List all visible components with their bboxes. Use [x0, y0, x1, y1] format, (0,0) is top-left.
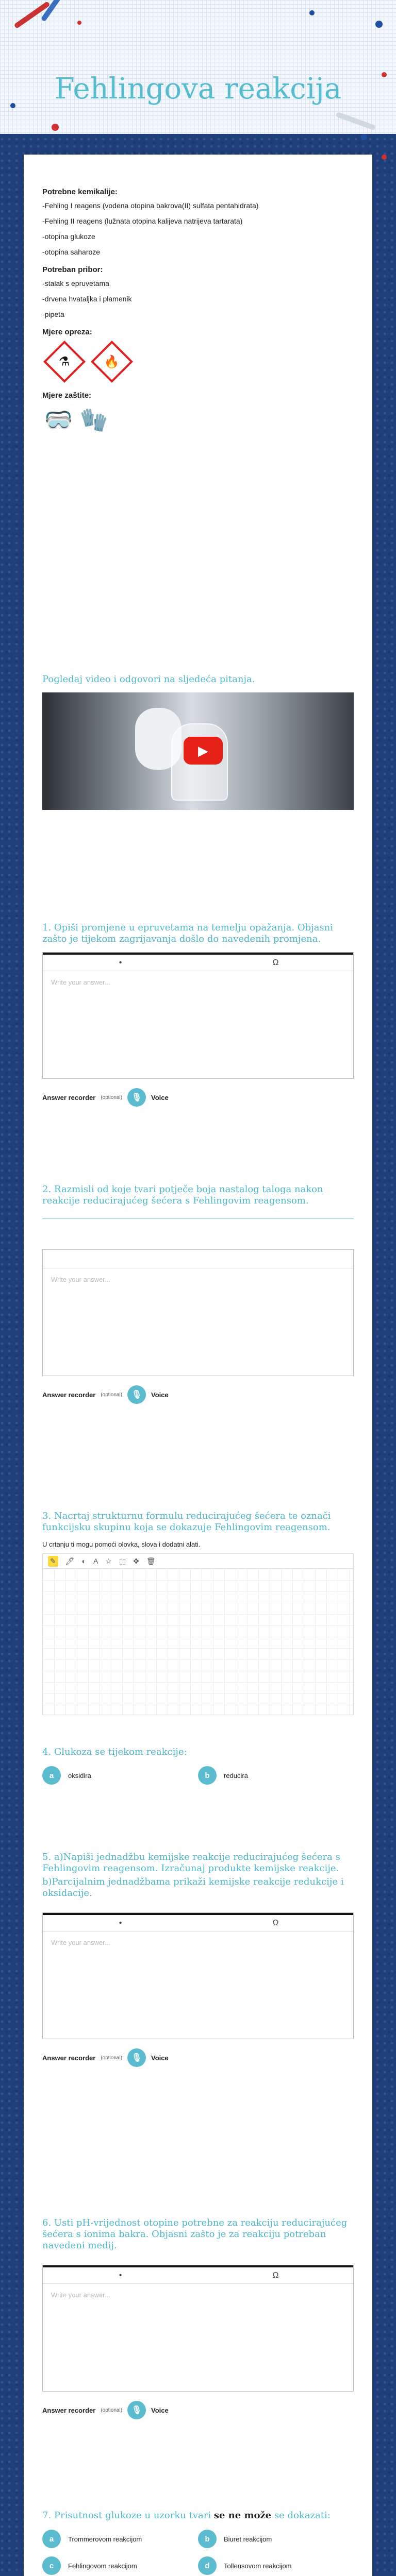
star-icon[interactable]: ☆	[105, 1556, 112, 1565]
materials-item: -Fehling II reagens (lužnata otopina kalijeva natrijeva tartarata)	[42, 217, 243, 225]
question-text-prefix: 7. Prisutnost glukoze u uzorku tvari	[42, 2510, 211, 2521]
question-emphasis: se ne može	[213, 2510, 272, 2521]
materials-item: -otopina saharoze	[42, 248, 101, 256]
question-6	[42, 2217, 354, 2419]
equipment-item: -pipeta	[42, 310, 64, 318]
equipment-item: -drvena hvataljka i plamenik	[42, 295, 132, 303]
microphone-icon[interactable]: 🎙	[127, 2401, 146, 2419]
editor-toolbar	[43, 1913, 353, 1931]
option-letter: c	[42, 2556, 61, 2575]
gloves-icon: 🧤	[79, 408, 108, 433]
answer-editor[interactable]	[42, 952, 354, 1079]
video-player[interactable]	[42, 692, 354, 810]
answer-recorder	[42, 2048, 354, 2067]
editor-toolbar	[43, 1250, 353, 1268]
microphone-icon[interactable]: 🎙	[127, 1088, 146, 1107]
recorder-label: Answer recorder	[42, 2406, 96, 2414]
option-letter: a	[42, 2530, 61, 2548]
voice-label: Voice	[151, 1391, 169, 1399]
materials-item: -otopina glukoze	[42, 232, 95, 241]
text-icon[interactable]: A	[93, 1557, 98, 1565]
recorder-label: Answer recorder	[42, 1093, 96, 1101]
option-label: oksidira	[68, 1771, 91, 1780]
question-3	[42, 1511, 354, 1715]
materials-info	[42, 188, 352, 442]
video-heading: Pogledaj video i odgovori na sljedeća pitanja.	[42, 674, 255, 685]
option-label: reducira	[224, 1771, 248, 1780]
voice-label: Voice	[151, 2406, 169, 2414]
question-text-suffix: se dokazati:	[274, 2510, 331, 2521]
question-7	[42, 2510, 354, 2576]
recorder-optional: (optional)	[101, 1392, 123, 1398]
option-letter: d	[198, 2556, 217, 2575]
question-text: 1. Opiši promjene u epruvetama na temelju opažanja. Objasni zašto je tijekom zagrijavanja došlo do navedenih promjena.	[42, 922, 334, 944]
hazard-heading: Mjere opreza:	[42, 328, 92, 336]
equipment-heading: Potreban pribor:	[42, 265, 103, 274]
special-char-button[interactable]: Ω	[272, 1918, 279, 1927]
voice-label: Voice	[151, 2054, 169, 2062]
bullet-list-button[interactable]: •	[119, 2270, 122, 2280]
bullet-list-button[interactable]: •	[119, 1918, 122, 1927]
option-label: Tollensovom reakcijom	[224, 2562, 292, 2570]
dot-decoration	[52, 124, 59, 131]
bullet-list-button[interactable]: •	[119, 958, 122, 967]
option-label: Biuret reakcijom	[224, 2535, 272, 2543]
hazard-icons	[44, 342, 352, 382]
pencil-icon[interactable]: ✎	[48, 1556, 58, 1567]
option-a[interactable]	[42, 2530, 198, 2548]
move-icon[interactable]: ✥	[133, 1556, 139, 1565]
recorder-optional: (optional)	[101, 1094, 123, 1100]
recorder-label: Answer recorder	[42, 1391, 96, 1399]
answer-editor[interactable]	[42, 1912, 354, 2039]
editor-toolbar	[43, 2265, 353, 2284]
play-icon[interactable]: ▶	[184, 737, 223, 765]
option-label: Fehlingovom reakcijom	[68, 2562, 137, 2570]
option-a[interactable]	[42, 1766, 198, 1785]
page-header	[0, 0, 396, 134]
microphone-icon[interactable]: 🎙	[127, 2048, 146, 2067]
drawing-instruction: U crtanju ti mogu pomoći olovka, slova i dodatni alati.	[42, 1540, 201, 1548]
question-4	[42, 1747, 354, 1793]
answer-editor[interactable]	[42, 1249, 354, 1376]
question-2	[42, 1184, 354, 1404]
recorder-optional: (optional)	[101, 2055, 123, 2061]
answer-input[interactable]: Write your answer...	[51, 1939, 110, 1946]
pen-icon[interactable]: 🖊	[65, 1556, 75, 1565]
question-5	[42, 1852, 354, 2067]
protection-heading: Mjere zaštite:	[42, 391, 92, 400]
dot-decoration	[77, 21, 81, 25]
options-list	[42, 2530, 354, 2576]
answer-input[interactable]: Write your answer...	[51, 1276, 110, 1283]
answer-recorder	[42, 2401, 354, 2419]
question-text: 6. Usti pH-vrijednost otopine potrebne za reakciju reducirajućeg šećera s ionima bakra. Objasni zašto je za reakciju potreban navedeni medij.	[42, 2217, 348, 2251]
question-1	[42, 922, 354, 1107]
goggles-icon: 🥽	[44, 408, 73, 433]
drawing-canvas[interactable]	[42, 1569, 354, 1715]
page-title: Fehlingova reakcija	[54, 72, 342, 106]
question-text: 5. a)Napiši jednadžbu kemijske reakcije reducirajućeg šećera s Fehlingovim reagensom. Izračunaj produkte kemijske reakcije.	[42, 1852, 340, 1874]
answer-editor[interactable]	[42, 2265, 354, 2392]
question-text: 4. Glukoza se tijekom reakcije:	[42, 1747, 187, 1757]
protection-icons	[44, 405, 352, 436]
question-text: 3. Nacrtaj strukturnu formulu reducirajućeg šećera te označi funkcijsku skupinu koja se dokazuje Fehlingovim reagensom.	[42, 1511, 331, 1533]
dot-decoration	[361, 134, 367, 140]
question-text-b: b)Parcijalnim jednadžbama prikaži kemijske reakcije redukcije i oksidacije.	[42, 1876, 344, 1899]
question-text	[42, 2510, 354, 2521]
trash-icon[interactable]: 🗑	[146, 1556, 156, 1565]
voice-label: Voice	[151, 1093, 169, 1101]
option-c[interactable]	[42, 2556, 198, 2575]
answer-input[interactable]: Write your answer...	[51, 2291, 110, 2299]
option-d[interactable]	[198, 2556, 354, 2575]
shapes-icon[interactable]: ⬚	[119, 1556, 126, 1565]
equipment-item: -stalak s epruvetama	[42, 279, 109, 287]
question-text: 2. Razmisli od koje tvari potječe boja nastalog taloga nakon reakcije reducirajućeg šećera s Fehlingovim reagensom.	[42, 1184, 323, 1206]
answer-input[interactable]: Write your answer...	[51, 978, 110, 986]
answer-recorder	[42, 1385, 354, 1404]
color-icon[interactable]: ◐	[81, 1557, 86, 1565]
option-letter: a	[42, 1766, 61, 1785]
dot-decoration	[382, 155, 387, 160]
content-card	[24, 155, 372, 2576]
option-label: Trommerovom reakcijom	[68, 2535, 142, 2543]
recorder-label: Answer recorder	[42, 2054, 96, 2062]
dot-decoration	[375, 21, 383, 28]
option-b[interactable]	[198, 1766, 354, 1785]
flammable-icon: 🔥	[91, 341, 133, 383]
video-section	[42, 674, 354, 810]
microphone-icon[interactable]: 🎙	[127, 1385, 146, 1404]
drawing-toolbar	[42, 1553, 354, 1569]
recorder-optional: (optional)	[101, 2407, 123, 2413]
corrosive-icon: ⚗	[43, 341, 86, 383]
materials-item: -Fehling I reagens (vodena otopina bakrova(II) sulfata pentahidrata)	[42, 201, 259, 210]
pencil-decoration	[336, 112, 376, 131]
answer-recorder	[42, 1088, 354, 1107]
editor-toolbar	[43, 953, 353, 971]
option-b[interactable]	[198, 2530, 354, 2548]
option-letter: b	[198, 2530, 217, 2548]
materials-heading: Potrebne kemikalije:	[42, 188, 118, 196]
special-char-button[interactable]: Ω	[272, 958, 279, 967]
options-list	[42, 1766, 354, 1793]
option-letter: b	[198, 1766, 217, 1785]
special-char-button[interactable]: Ω	[272, 2270, 279, 2280]
dot-decoration	[309, 10, 315, 15]
